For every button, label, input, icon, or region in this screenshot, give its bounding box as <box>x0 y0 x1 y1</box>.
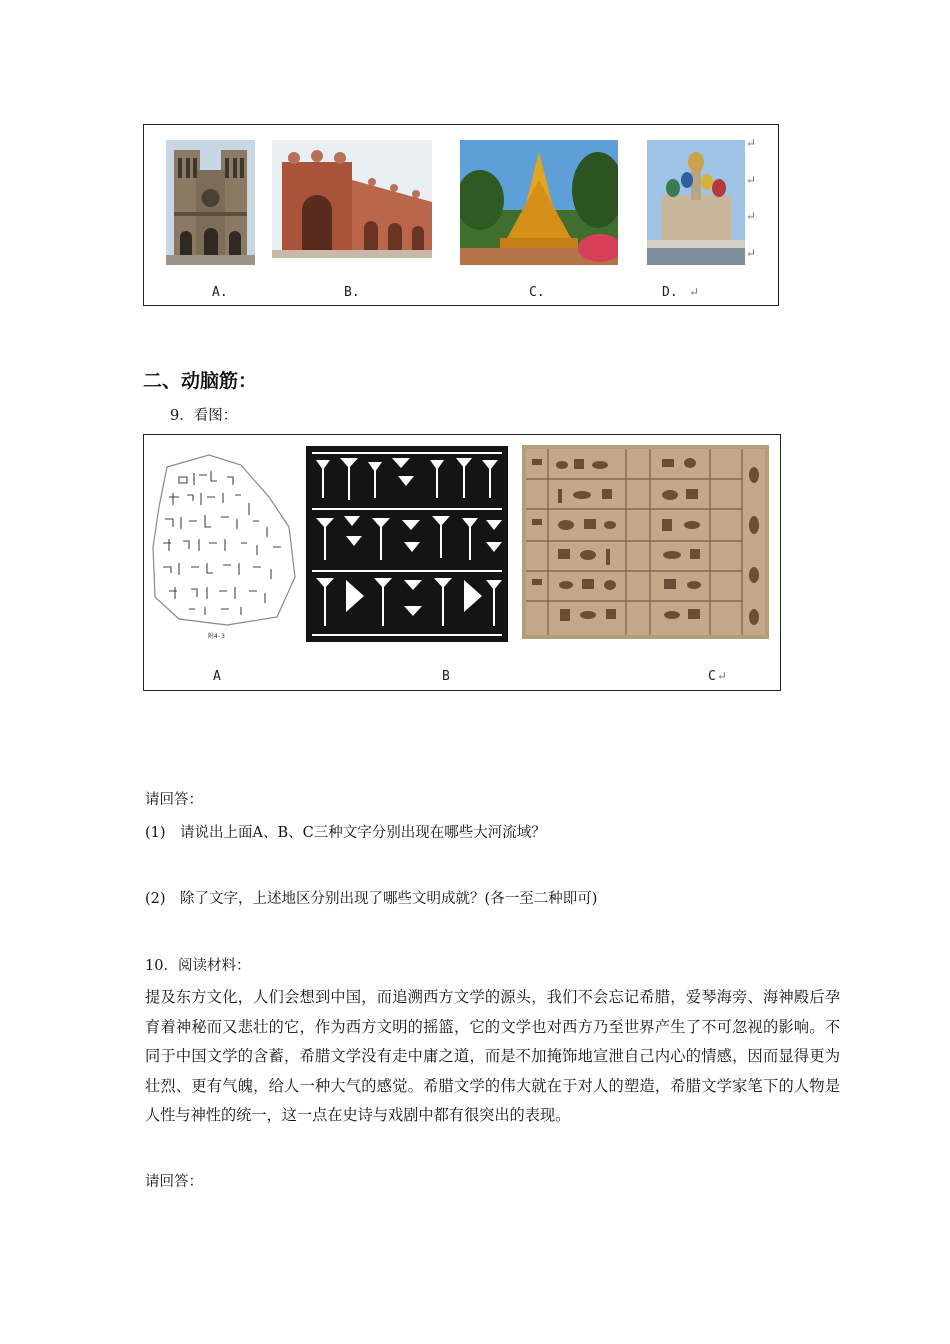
return-mark: ↵ <box>717 669 728 683</box>
golden-pagoda-image <box>460 140 618 265</box>
image-a-note: 附4-3 <box>208 633 225 640</box>
question-9-ask: 请回答： <box>145 792 203 808</box>
return-mark: ↵ <box>746 246 757 260</box>
return-mark: ↵ <box>746 136 757 150</box>
section-title: 二、动脑筋： <box>143 370 258 392</box>
red-sandstone-gate-image <box>272 140 432 258</box>
question-10-prompt: 10．阅读材料： <box>145 958 251 974</box>
question-9-prompt: 9．看图： <box>170 408 238 424</box>
return-mark: ↵ <box>746 173 757 187</box>
question-9-sub2: (2) 除了文字，上述地区分别出现了哪些文明成就？(各一至二种即可) <box>145 891 598 907</box>
question-9-sub1: (1) 请说出上面A、B、C三种文字分别出现在哪些大河流域？ <box>145 825 546 841</box>
caption-a: A. <box>212 285 228 300</box>
caption-b: B. <box>344 285 360 300</box>
script-caption-c: C <box>708 669 716 684</box>
script-caption-b: B <box>442 669 450 684</box>
onion-dome-church-image <box>647 140 745 265</box>
question-10-ask: 请回答： <box>145 1174 203 1190</box>
caption-c: C. <box>529 285 545 300</box>
oracle-bone-script-image <box>149 447 296 637</box>
cuneiform-script-image <box>306 446 508 642</box>
buildings-figure <box>143 124 779 306</box>
ancient-scripts-figure <box>143 434 781 691</box>
question-10-material: 提及东方文化，人们会想到中国，而追溯西方文学的源头，我们不会忘记希腊，爱琴海旁、海神殿后孕育着神秘而又悲壮的它，作为西方文明的摇篮，它的文学也对西方乃至世界产生了不可忽视的影响。不同于中国文学的含蓄，希腊文学没有走中庸之道，而是不加掩饰地宣泄自己内心的情感，因而显得更为壮烈、更有气魄，给人一种大气的感觉。希腊文学的伟大就在于对人的塑造，希腊文学家笔下的人物是人性与神性的统一，这一点在史诗与戏剧中都有很突出的表现。 <box>145 988 840 1125</box>
script-caption-a: A <box>213 669 221 684</box>
return-mark: ↵ <box>689 285 700 299</box>
return-mark: ↵ <box>746 209 757 223</box>
gothic-cathedral-image <box>166 140 255 265</box>
caption-d: D. <box>662 285 678 300</box>
hieroglyph-script-image <box>522 445 769 639</box>
